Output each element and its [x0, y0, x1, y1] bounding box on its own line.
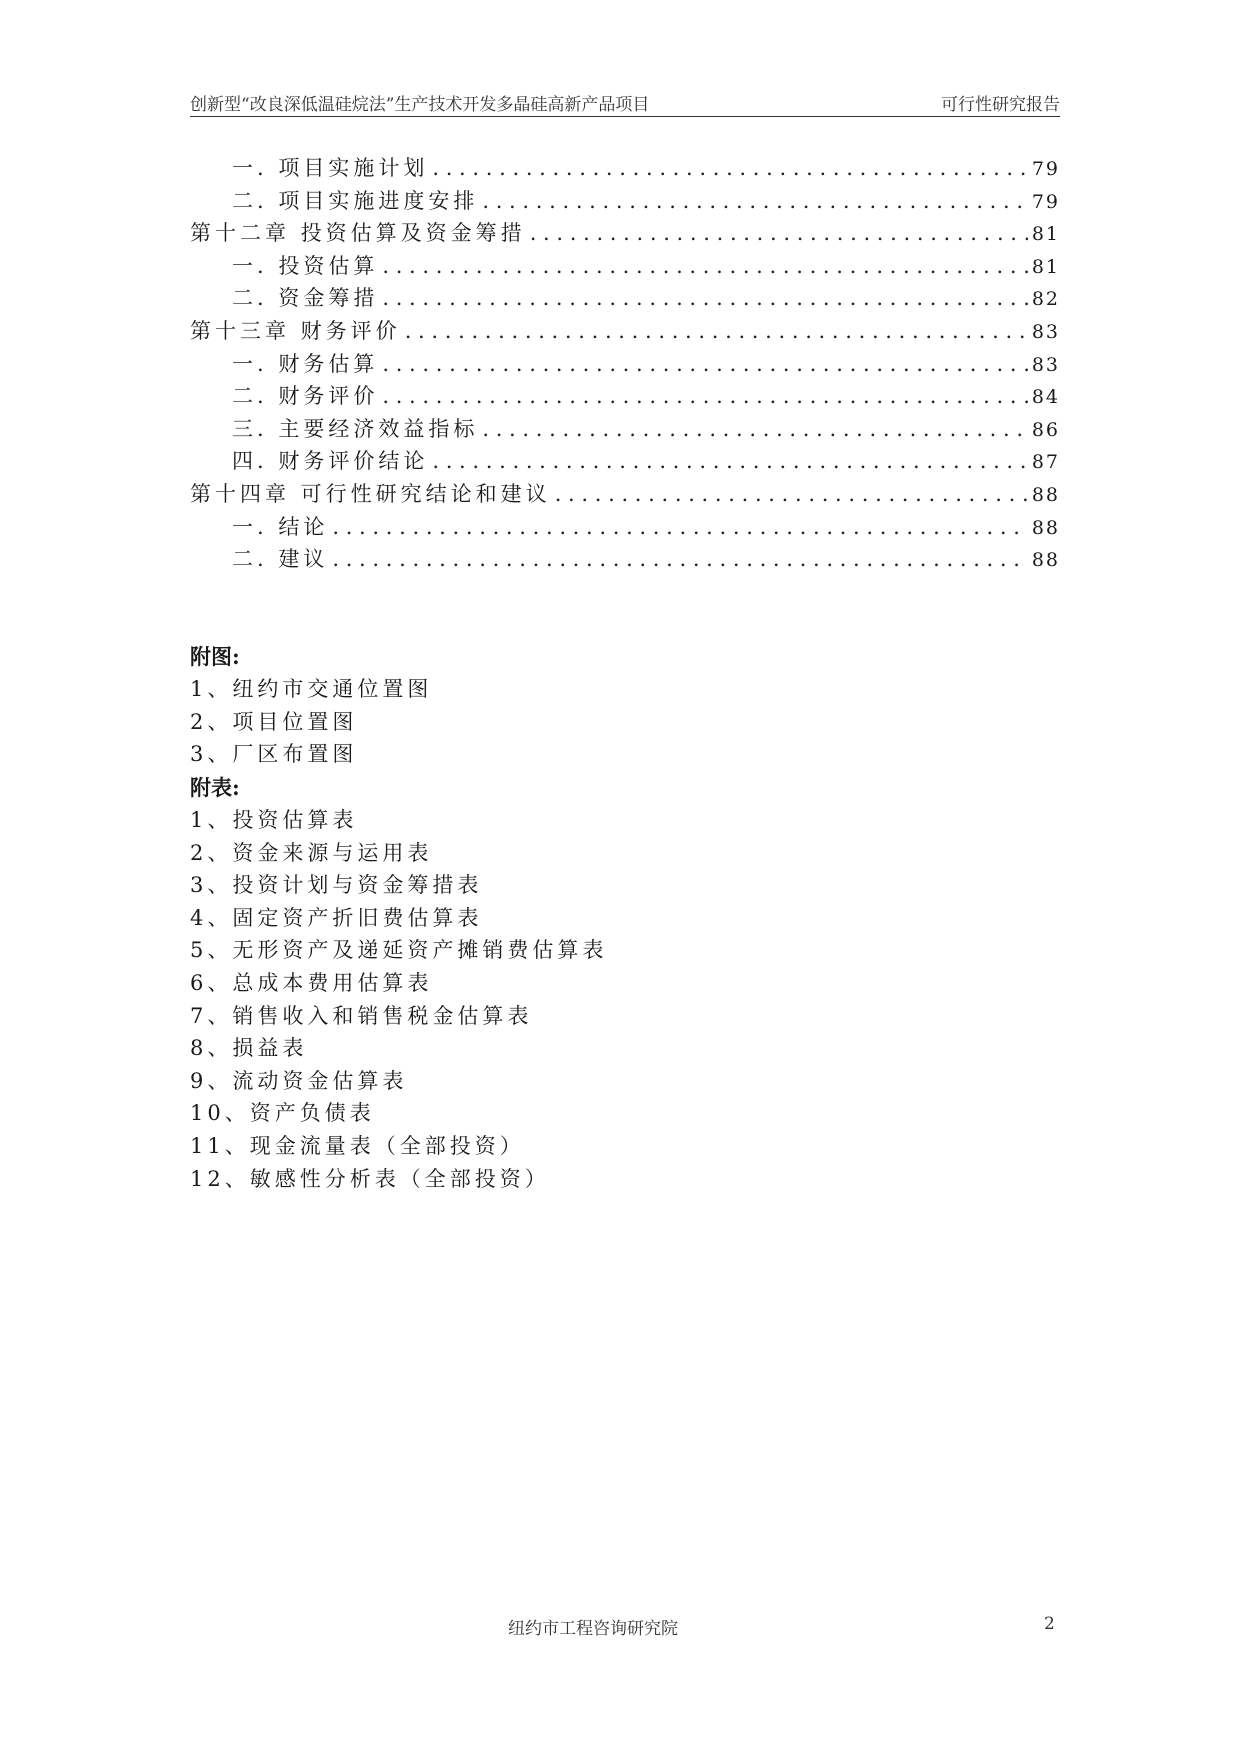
toc-leader-dots	[482, 417, 1027, 441]
table-list-item[interactable]: 5、无形资产及递延资产摊销费估算表	[190, 938, 608, 963]
footer-page-number: 2	[1044, 1614, 1055, 1634]
toc-entry[interactable]	[190, 348, 1060, 381]
table-list-item[interactable]: 6、总成本费用估算表	[190, 970, 433, 995]
toc-entry-page: 82	[1031, 288, 1060, 311]
toc-leader-dots	[382, 352, 1027, 376]
toc-leader-dots	[482, 189, 1027, 213]
toc-leader-dots	[382, 384, 1027, 408]
toc-entry-title: 一. 项目实施计划	[232, 156, 429, 180]
table-list-item[interactable]: 4、固定资产折旧费估算表	[190, 905, 483, 930]
toc-entry[interactable]	[190, 282, 1060, 315]
toc-leader-dots	[432, 156, 1027, 180]
figure-list-item[interactable]: 2、项目位置图	[190, 709, 358, 734]
toc-entry-title: 一. 结论	[232, 514, 329, 539]
attached-figures-title: 附图:	[190, 644, 240, 669]
toc-leader-dots	[382, 286, 1027, 310]
page-header	[190, 88, 1060, 117]
attached-tables-title: 附表:	[190, 775, 240, 800]
toc-leader-dots	[382, 254, 1027, 278]
table-of-contents	[190, 152, 1060, 576]
table-list-item[interactable]: 2、资金来源与运用表	[190, 840, 433, 865]
toc-entry[interactable]	[190, 413, 1060, 446]
toc-entry-title: 一. 财务估算	[232, 351, 379, 376]
toc-entry-title: 第十二章 投资估算及资金筹措	[190, 221, 526, 246]
toc-entry-title: 第十四章 可行性研究结论和建议	[190, 481, 551, 506]
table-list-item[interactable]: 9、流动资金估算表	[190, 1068, 408, 1093]
toc-entry-page: 84	[1031, 386, 1060, 409]
table-list-item[interactable]: 7、销售收入和销售税金估算表	[190, 1003, 533, 1028]
toc-chapter-entry[interactable]	[190, 217, 1060, 250]
table-list-item[interactable]: 11、现金流量表（全部投资）	[190, 1133, 525, 1158]
table-list-item[interactable]: 8、损益表	[190, 1036, 308, 1061]
footer-organization: 纽约市工程咨询研究院	[508, 1619, 678, 1639]
toc-entry-title: 二. 财务评价	[232, 384, 379, 409]
toc-entry-page: 88	[1031, 549, 1060, 572]
toc-leader-dots	[332, 547, 1027, 571]
toc-leader-dots	[555, 482, 1028, 506]
attached-figures-section	[190, 640, 1060, 771]
toc-entry-title: 二. 建议	[232, 547, 329, 572]
toc-entry-title: 一. 投资估算	[232, 253, 379, 278]
toc-entry-page: 87	[1031, 451, 1060, 474]
toc-leader-dots	[530, 221, 1028, 245]
toc-entry-title: 第十三章 财务评价	[190, 318, 401, 343]
toc-leader-dots	[432, 449, 1027, 473]
toc-entry-page: 79	[1031, 190, 1060, 213]
table-list-item[interactable]: 1、投资估算表	[190, 808, 358, 832]
table-list-item[interactable]: 12、敏感性分析表（全部投资）	[190, 1166, 550, 1191]
toc-entry[interactable]	[190, 152, 1060, 185]
table-list-item[interactable]: 3、投资计划与资金筹措表	[190, 873, 483, 898]
header-report-type: 可行性研究报告	[941, 95, 1060, 115]
toc-entry-page: 83	[1031, 353, 1060, 376]
toc-entry-page: 79	[1031, 158, 1060, 180]
toc-entry-title: 二. 项目实施进度安排	[232, 188, 479, 213]
toc-entry-page: 81	[1031, 223, 1060, 246]
toc-entry-page: 88	[1031, 483, 1060, 506]
toc-entry-page: 86	[1031, 418, 1060, 441]
toc-chapter-entry[interactable]	[190, 315, 1060, 348]
toc-entry[interactable]	[190, 543, 1060, 576]
toc-entry[interactable]	[190, 380, 1060, 413]
toc-entry[interactable]	[190, 511, 1060, 544]
toc-entry-page: 81	[1031, 255, 1060, 278]
toc-entry-title: 三. 主要经济效益指标	[232, 416, 479, 441]
toc-entry-title: 二. 资金筹措	[232, 286, 379, 311]
figure-list-item[interactable]: 1、纽约市交通位置图	[190, 677, 433, 701]
toc-chapter-entry[interactable]	[190, 478, 1060, 511]
toc-leader-dots	[405, 319, 1028, 343]
header-project-title: 创新型“改良深低温硅烷法”生产技术开发多晶硅高新产品项目	[190, 95, 650, 115]
toc-entry-page: 83	[1031, 320, 1060, 343]
toc-entry[interactable]	[190, 250, 1060, 283]
toc-leader-dots	[332, 515, 1027, 539]
toc-entry-title: 四. 财务评价结论	[232, 449, 429, 474]
table-list-item[interactable]: 10、资产负债表	[190, 1101, 375, 1126]
figure-list-item[interactable]: 3、厂区布置图	[190, 742, 358, 767]
toc-entry[interactable]	[190, 185, 1060, 218]
toc-entry-page: 88	[1031, 516, 1060, 539]
toc-entry[interactable]	[190, 445, 1060, 478]
attached-tables-section	[190, 771, 1060, 1195]
